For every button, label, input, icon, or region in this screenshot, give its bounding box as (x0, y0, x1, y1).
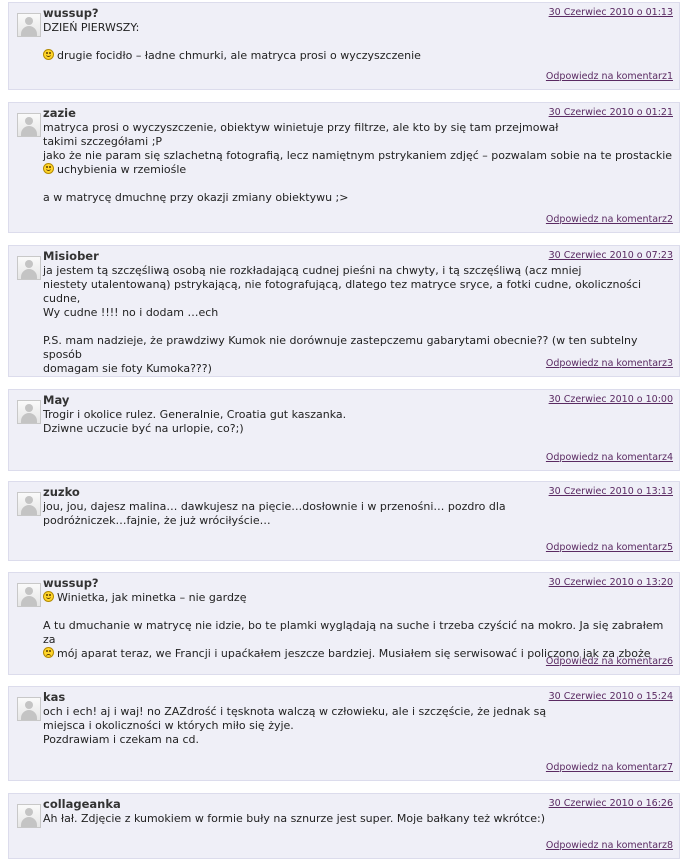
comment-line: podróżniczek…fajnie, że już wróciłyście… (43, 514, 271, 527)
comment-line: uchybienia w rzemiośle (57, 163, 187, 176)
comment-line: matryca prosi o wyczyszczenie, obiektyw winietuje przy filtrze, ale kto by się tam przejmował (43, 121, 559, 134)
comment-body (43, 21, 675, 63)
comment-author: wussup? (43, 6, 99, 20)
avatar (17, 13, 41, 37)
comment-line: A tu dmuchanie w matrycę nie idzie, bo te plamki wyglądają na suche i trzeba czyścić na mokro. Ja się zabrałem za (43, 619, 664, 646)
comment-body (43, 500, 675, 528)
comment-line: mój aparat teraz, we Francji i upaćkałem jeszcze bardziej. Musiałem się serwisować i policzono jak za zboże (57, 647, 651, 660)
comment (8, 481, 680, 561)
comment-body (43, 121, 675, 205)
comment (8, 793, 680, 859)
comment-body (43, 408, 675, 436)
comment (8, 686, 680, 781)
comment-line: DZIEŃ PIERWSZY: (43, 21, 140, 34)
sad-smiley-icon (43, 647, 54, 658)
comment-line: niestety utalentowaną) pstrykającą, nie fotografującą, dlatego tez matryce sryce, a fotki cudne, okoliczności cudne, (43, 278, 642, 305)
comment-line: a w matrycę dmuchnę przy okazji zmiany obiektywu ;> (43, 191, 349, 204)
reply-link[interactable]: Odpowiedz na komentarz8 (545, 840, 673, 851)
avatar (17, 583, 41, 607)
reply-link[interactable]: Odpowiedz na komentarz4 (545, 452, 673, 463)
comment-line: takimi szczegółami ;P (43, 135, 163, 148)
comment-line: miejsca i okoliczności w których miło się żyje. (43, 719, 294, 732)
comment-date-link[interactable]: 30 Czerwiec 2010 o 01:13 (548, 7, 673, 18)
avatar (17, 492, 41, 516)
comment-author: zuzko (43, 485, 80, 499)
comment-line: P.S. mam nadzieje, że prawdziwy Kumok nie dorównuje zastepczemu gabarytami obecnie?? (w ten subtelny sposób (43, 334, 638, 361)
comment (8, 2, 680, 90)
comment-date-link[interactable]: 30 Czerwiec 2010 o 10:00 (548, 394, 673, 405)
comment-author: kas (43, 690, 66, 704)
comment-line: Winietka, jak minetka – nie gardzę (57, 591, 247, 604)
reply-link[interactable]: Odpowiedz na komentarz2 (545, 214, 673, 225)
reply-link[interactable]: Odpowiedz na komentarz1 (545, 71, 673, 82)
comment-line: Pozdrawiam i czekam na cd. (43, 733, 200, 746)
reply-link[interactable]: Odpowiedz na komentarz7 (545, 762, 673, 773)
avatar (17, 256, 41, 280)
smiley-icon (43, 591, 54, 602)
smiley-icon (43, 49, 54, 60)
comment-date-link[interactable]: 30 Czerwiec 2010 o 16:26 (548, 798, 673, 809)
smiley-icon (43, 163, 54, 174)
comment-line: Trogir i okolice rulez. Generalnie, Croatia gut kaszanka. (43, 408, 347, 421)
comment (8, 572, 680, 675)
comment-date-link[interactable]: 30 Czerwiec 2010 o 15:24 (548, 691, 673, 702)
comment-line: ja jestem tą szczęśliwą osobą nie rozkładającą cudnej pieśni na chwyty, i tą szczęśliwą (acz mniej (43, 264, 582, 277)
comment-line: Ah łał. Zdjęcie z kumokiem w formie buły na sznurze jest super. Moje bałkany też wkrótce:) (43, 812, 546, 825)
comment-author: zazie (43, 106, 76, 120)
comment-date-link[interactable]: 30 Czerwiec 2010 o 01:21 (548, 107, 673, 118)
avatar (17, 804, 41, 828)
comment-line: Dziwne uczucie być na urlopie, co?;) (43, 422, 244, 435)
reply-link[interactable]: Odpowiedz na komentarz6 (545, 656, 673, 667)
comment-author: May (43, 393, 70, 407)
comment-line: jou, jou, dajesz malina… dawkujesz na pięcie…dosłownie i w przenośni… pozdro dla (43, 500, 506, 513)
comment (8, 245, 680, 377)
comment-line: Wy cudne !!!! no i dodam …ech (43, 306, 219, 319)
avatar (17, 400, 41, 424)
comment-date-link[interactable]: 30 Czerwiec 2010 o 13:20 (548, 577, 673, 588)
comment-author: wussup? (43, 576, 99, 590)
comment-author: Misiober (43, 249, 99, 263)
comment-date-link[interactable]: 30 Czerwiec 2010 o 13:13 (548, 486, 673, 497)
comment-line: och i ech! aj i waj! no ZAZdrość i tęsknota walczą w człowieku, ale i szczęście, że jednak są (43, 705, 547, 718)
reply-link[interactable]: Odpowiedz na komentarz3 (545, 358, 673, 369)
comment-author: collageanka (43, 797, 121, 811)
comment-line: jako że nie param się szlachetną fotografią, lecz namiętnym pstrykaniem zdjęć – pozwalam sobie na te prostackie (43, 149, 673, 162)
comment-body (43, 812, 675, 826)
comment-body (43, 705, 675, 747)
comment-line: drugie focidło – ładne chmurki, ale matryca prosi o wyczyszczenie (57, 49, 421, 62)
comment (8, 389, 680, 471)
avatar (17, 697, 41, 721)
comment (8, 102, 680, 233)
avatar (17, 113, 41, 137)
comment-line: domagam sie foty Kumoka???) (43, 362, 212, 375)
comment-body (43, 591, 675, 661)
reply-link[interactable]: Odpowiedz na komentarz5 (545, 542, 673, 553)
comment-date-link[interactable]: 30 Czerwiec 2010 o 07:23 (548, 250, 673, 261)
